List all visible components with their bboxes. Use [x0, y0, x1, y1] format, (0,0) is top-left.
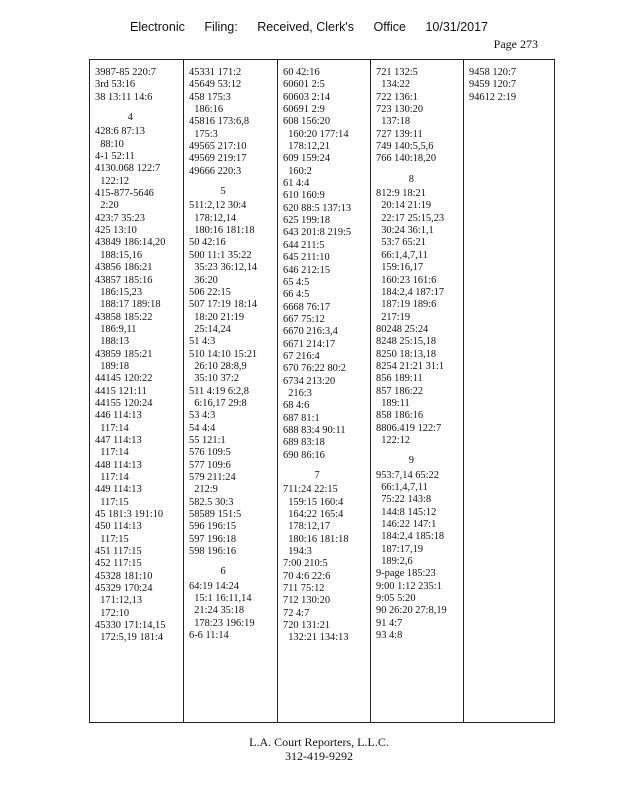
index-entry: 4-1 52:11: [95, 151, 135, 163]
index-entry: 122:12: [95, 175, 130, 187]
section-heading: 8: [408, 173, 414, 185]
index-entry: 66 4:5: [283, 289, 310, 301]
column-divider: [183, 60, 184, 722]
index-entry: 67 216:4: [283, 350, 320, 362]
index-entry: 646 212:15: [283, 264, 331, 276]
index-entry: 88:10: [95, 138, 124, 150]
index-entry: 194:3: [283, 546, 312, 558]
index-entry: 582.5 30:3: [189, 496, 234, 508]
index-entry: 50 42:16: [189, 237, 226, 249]
index-entry: 26:10 28:8,9: [189, 360, 247, 372]
index-entry: 458 175:3: [189, 91, 231, 103]
index-entry: 53 4:3: [189, 410, 216, 422]
index-column-3: [283, 65, 351, 645]
index-entry: 6671 214:17: [283, 338, 336, 350]
index-entry: 60601 2:5: [283, 79, 325, 91]
index-entry: 68 4:6: [283, 400, 310, 412]
index-entry: 180:16 181:18: [189, 225, 255, 237]
index-entry: 446 114:13: [95, 410, 142, 422]
index-entry: 122:12: [376, 434, 411, 446]
index-entry: 212:9: [189, 484, 218, 496]
index-entry: 175:3: [189, 128, 218, 140]
index-entry: 21:24 35:18: [189, 605, 245, 617]
index-entry: 45330 171:14,15: [95, 620, 166, 632]
index-entry: 188:15,16: [95, 249, 143, 261]
index-entry: 38 13:11 14:6: [95, 91, 153, 103]
index-entry: 43857 185:16: [95, 274, 153, 286]
index-entry: 6734 213:20: [283, 375, 336, 387]
index-entry: 184:2,4 185:18: [376, 531, 445, 543]
index-entry: 449 114:13: [95, 484, 142, 496]
index-entry: 812:9 18:21: [376, 188, 426, 200]
index-entry: 506 22:15: [189, 286, 231, 298]
index-entry: 65 4:5: [283, 276, 310, 288]
index-entry: 511:2,12 30:4: [189, 200, 247, 212]
index-entry: 428:6 87:13: [95, 126, 145, 138]
index-entry: 597 196:18: [189, 533, 237, 545]
index-entry: 53:7 65:21: [376, 237, 426, 249]
filing-header: [0, 20, 618, 34]
index-column-5: [469, 65, 516, 104]
index-entry: 164:22 165:4: [283, 509, 344, 521]
index-entry: 36:20: [189, 274, 218, 286]
index-entry: 186:9,11: [95, 323, 137, 335]
index-entry: 857 186:22: [376, 385, 424, 397]
index-entry: 15:1 16:11,14: [189, 593, 252, 605]
index-entry: 178:12,14: [189, 212, 237, 224]
index-table: [89, 59, 555, 723]
index-entry: 178:12,21: [283, 141, 331, 153]
index-entry: 608 156:20: [283, 116, 331, 128]
index-entry: 727 139:11: [376, 128, 423, 140]
index-entry: 452 117:15: [95, 558, 142, 570]
index-entry: 172:10: [95, 607, 130, 619]
index-entry: 160:2: [283, 165, 312, 177]
index-entry: 54 4:4: [189, 422, 216, 434]
index-entry: 189:18: [95, 360, 130, 372]
index-entry: 49565 217:10: [189, 141, 247, 153]
index-entry: 620 88:5 137:13: [283, 202, 352, 214]
index-entry: 8250 18:13,18: [376, 348, 437, 360]
reporter-company: L.A. Court Reporters, L.L.C.: [249, 735, 389, 749]
section-heading: 9: [408, 455, 414, 467]
index-entry: 35:23 36:12,14: [189, 262, 258, 274]
index-entry: 61 4:4: [283, 178, 310, 190]
index-entry: 415-877-5646: [95, 188, 154, 200]
index-entry: 510 14:10 15:21: [189, 348, 258, 360]
filing-word-2: Filing:: [204, 20, 238, 34]
index-entry: 721 132:5: [376, 67, 418, 78]
index-entry: 858 186:16: [376, 410, 424, 422]
index-entry: 144:8 145:12: [376, 506, 437, 518]
index-entry: 117:15: [95, 496, 129, 508]
index-entry: 45 181:3 191:10: [95, 509, 164, 521]
index-entry: 45649 53:12: [189, 79, 242, 91]
filing-word-1: Electronic: [129, 20, 185, 34]
index-entry: 9-page 185:23: [376, 568, 436, 580]
index-entry: 137:18: [376, 116, 411, 128]
index-entry: 187:19 189:6: [376, 299, 437, 311]
index-entry: 186:16: [189, 104, 224, 116]
index-entry: 22:17 25:15,23: [376, 212, 445, 224]
index-entry: 43859 185:21: [95, 348, 153, 360]
index-entry: 644 211:5: [283, 239, 325, 251]
index-entry: 217:19: [376, 311, 411, 323]
index-entry: 117:15: [95, 533, 129, 545]
index-entry: 44145 120:22: [95, 373, 153, 385]
filing-word-4: Office: [373, 20, 406, 34]
index-column-2: [189, 65, 257, 642]
index-column-1: [95, 65, 165, 645]
index-entry: 7:00 210:5: [283, 558, 328, 570]
index-entry: 690 86:16: [283, 449, 325, 461]
index-entry: 49569 219:17: [189, 153, 247, 165]
index-entry: 45329 170:24: [95, 583, 153, 595]
index-entry: 134:22: [376, 79, 411, 91]
index-entry: 8806.419 122:7: [376, 422, 442, 434]
index-entry: 90 26:20 27:8,19: [376, 605, 447, 617]
index-entry: 58589 151:5: [189, 509, 242, 521]
index-entry: 18:20 21:19: [189, 311, 245, 323]
index-entry: 579 211:24: [189, 472, 236, 483]
index-entry: 45328 181:10: [95, 570, 153, 582]
index-entry: 8254 21:21 31:1: [376, 360, 445, 372]
index-entry: 4415 121:11: [95, 385, 147, 397]
index-entry: 159:16,17: [376, 262, 424, 274]
index-entry: 720 131:21: [283, 620, 331, 632]
index-entry: 60691 2:9: [283, 104, 325, 116]
index-entry: 711:24 22:15: [283, 484, 338, 496]
filing-date: 10/31/2017: [425, 20, 489, 34]
index-entry: 43858 185:22: [95, 311, 153, 323]
index-entry: 451 117:15: [95, 546, 142, 558]
index-entry: 596 196:15: [189, 521, 237, 533]
index-entry: 9:00 1:12 235:1: [376, 580, 442, 592]
index-entry: 187:17,19: [376, 543, 424, 555]
index-entry: 450 114:13: [95, 521, 142, 533]
index-entry: 2:20: [95, 200, 119, 212]
index-entry: 576 109:5: [189, 447, 231, 459]
index-entry: 45331 171:2: [189, 67, 242, 78]
index-entry: 425 13:10: [95, 225, 137, 237]
index-entry: 447 114:13: [95, 434, 142, 446]
index-entry: 43856 186:21: [95, 262, 153, 274]
filing-word-3: Received, Clerk's: [257, 20, 355, 34]
index-entry: 35:10 37:2: [189, 373, 239, 385]
section-heading: 7: [314, 470, 320, 481]
index-entry: 43849 186:14,20: [95, 237, 166, 249]
index-entry: 448 114:13: [95, 459, 142, 471]
index-entry: 188:17 189:18: [95, 299, 161, 311]
index-entry: 8248 25:15,18: [376, 336, 437, 348]
index-entry: 30:24 36:1,1: [376, 225, 434, 237]
column-divider: [277, 60, 278, 722]
index-entry: 66:1,4,7,11: [376, 482, 428, 493]
page-footer: [0, 735, 618, 763]
index-entry: 94612 2:19: [469, 91, 517, 103]
index-entry: 766 140:18,20: [376, 153, 437, 165]
index-entry: 132:21 134:13: [283, 632, 349, 644]
index-entry: 51 4:3: [189, 336, 216, 348]
index-entry: 577 109:6: [189, 459, 231, 471]
index-entry: 66:1,4,7,11: [376, 249, 428, 261]
index-entry: 172:5,19 181:4: [95, 632, 164, 644]
index-entry: 625 199:18: [283, 215, 331, 227]
index-entry: 722 136:1: [376, 91, 418, 103]
index-entry: 70 4:6 22:6: [283, 570, 331, 582]
index-entry: 80248 25:24: [376, 323, 429, 335]
index-entry: 3rd 53:16: [95, 79, 136, 91]
index-entry: 189:2,6: [376, 556, 413, 568]
reporter-phone: 312-419-9292: [285, 749, 353, 763]
index-entry: 49666 220:3: [189, 165, 242, 177]
index-entry: 72 4:7: [283, 607, 310, 619]
index-entry: 953:7,14 65:22: [376, 469, 439, 481]
index-entry: 609 159:24: [283, 153, 331, 165]
index-entry: 3987-85 220:7: [95, 67, 156, 78]
index-entry: 117:14: [95, 472, 129, 483]
index-entry: 9:05 5:20: [376, 593, 416, 605]
index-entry: 146:22 147:1: [376, 519, 437, 531]
index-entry: 184:2,4 187:17: [376, 286, 445, 298]
index-entry: 64:19 14:24: [189, 580, 239, 592]
index-entry: 45816 173:6,8: [189, 116, 250, 128]
index-entry: 160:20 177:14: [283, 128, 349, 140]
index-entry: 507 17:19 18:14: [189, 299, 258, 311]
index-entry: 4130.068 122:7: [95, 163, 161, 175]
index-entry: 500 11:1 35:22: [189, 249, 252, 261]
index-entry: 610 160:9: [283, 190, 325, 202]
index-entry: 723 130:20: [376, 104, 424, 116]
column-divider: [463, 60, 464, 722]
section-heading: 4: [127, 112, 133, 124]
index-entry: 9459 120:7: [469, 79, 517, 91]
index-entry: 60603 2:14: [283, 91, 331, 103]
index-entry: 117:14: [95, 422, 129, 434]
index-entry: 643 201:8 219:5: [283, 227, 352, 239]
index-entry: 44155 120:24: [95, 397, 153, 409]
index-entry: 91 4:7: [376, 617, 403, 629]
index-entry: 188:13: [95, 336, 130, 348]
index-entry: 55 121:1: [189, 434, 226, 446]
index-entry: 180:16 181:18: [283, 533, 349, 545]
index-entry: 712 130:20: [283, 595, 331, 607]
index-entry: 160:23 161:6: [376, 274, 437, 286]
index-entry: 178:12,17: [283, 521, 331, 533]
index-entry: 598 196:16: [189, 546, 237, 558]
index-entry: 423:7 35:23: [95, 212, 145, 224]
index-entry: 667 75:12: [283, 313, 325, 325]
column-divider: [370, 60, 371, 722]
index-entry: 189:11: [376, 397, 410, 409]
index-entry: 711 75:12: [283, 583, 325, 595]
index-entry: 6670 216:3,4: [283, 326, 338, 338]
index-entry: 93 4:8: [376, 630, 403, 642]
index-entry: 856 189:11: [376, 373, 423, 385]
index-entry: 20:14 21:19: [376, 200, 432, 212]
index-entry: 670 76:22 80:2: [283, 363, 346, 375]
index-entry: 6:16,17 29:8: [189, 397, 247, 409]
index-entry: 511 4:19 6:2,8: [189, 385, 249, 397]
index-entry: 6668 76:17: [283, 301, 331, 313]
index-entry: 749 140:5,5,6: [376, 141, 434, 153]
index-entry: 60 42:16: [283, 67, 320, 78]
section-heading: 5: [220, 186, 226, 198]
section-heading: 6: [220, 566, 226, 578]
index-entry: 216:3: [283, 387, 312, 399]
index-entry: 159:15 160:4: [283, 496, 344, 508]
index-entry: 687 81:1: [283, 412, 320, 424]
index-entry: 186:15,23: [95, 286, 143, 298]
page-number: Page 273: [493, 37, 538, 51]
index-entry: 75:22 143:8: [376, 494, 432, 506]
index-entry: 688 83:4 90:11: [283, 424, 346, 436]
index-entry: 117:14: [95, 447, 129, 459]
index-entry: 645 211:10: [283, 252, 330, 264]
index-entry: 9458 120:7: [469, 67, 517, 78]
index-entry: 25:14,24: [189, 323, 231, 335]
index-entry: 178:23 196:19: [189, 617, 255, 629]
index-entry: 171:12,13: [95, 595, 143, 607]
index-column-4: [376, 65, 447, 642]
index-entry: 689 83:18: [283, 437, 325, 449]
index-entry: 6-6 11:14: [189, 630, 229, 642]
